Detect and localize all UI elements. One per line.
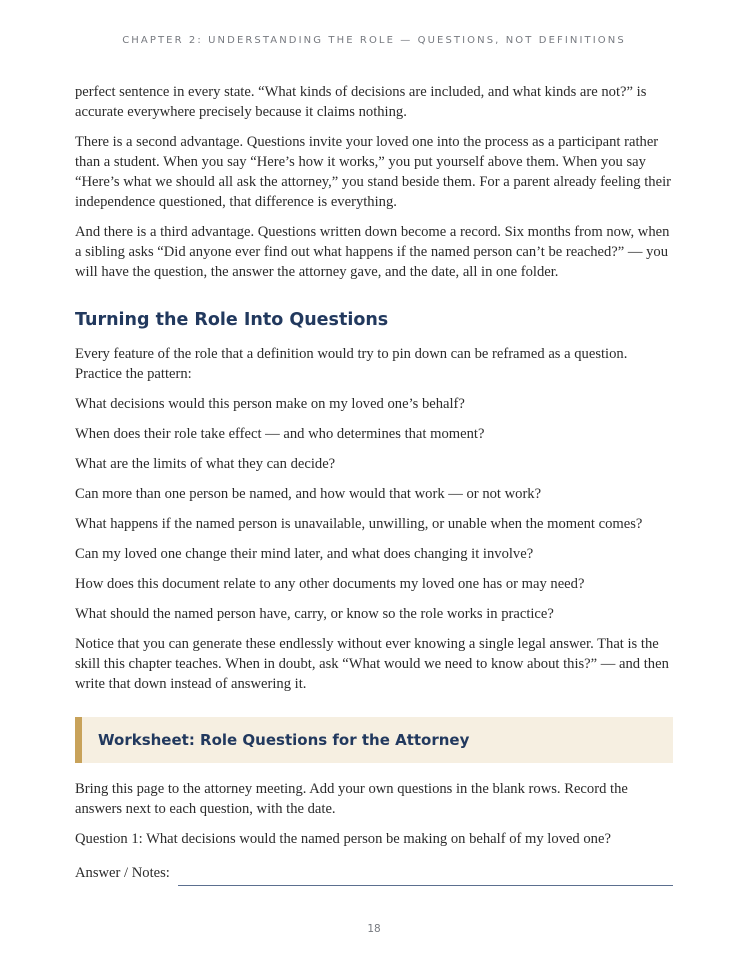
- worksheet-instructions: Bring this page to the attorney meeting. Add your own questions in the blank rows. Record the answers next to each question, with the date.: [75, 781, 628, 817]
- body-paragraph: perfect sentence in every state. “What kinds of decisions are included, and what kinds are not?” is accurate everywhere precisely because it claims nothing.: [75, 84, 647, 120]
- question-item: What should the named person have, carry, or know so the role works in practice?: [75, 606, 554, 622]
- worksheet-title: Worksheet: Role Questions for the Attorney: [98, 731, 470, 749]
- page-number: 18: [367, 923, 381, 935]
- running-header: CHAPTER 2: UNDERSTANDING THE ROLE — QUESTIONS, NOT DEFINITIONS: [122, 35, 626, 46]
- worksheet-callout: [75, 717, 673, 763]
- question-item: What happens if the named person is unavailable, unwilling, or unable when the moment comes?: [75, 516, 643, 532]
- question-item: When does their role take effect — and who determines that moment?: [75, 426, 485, 442]
- question-item: How does this document relate to any other documents my loved one has or may need?: [75, 576, 585, 592]
- worksheet-question-1: Question 1: What decisions would the named person be making on behalf of my loved one?: [75, 831, 611, 847]
- section-closing: Notice that you can generate these endlessly without ever knowing a single legal answer. That is the skill this chapter teaches. When in doubt, ask “What would we need to know about this?” — and then write that down instead of answering it.: [75, 636, 669, 692]
- question-item: What decisions would this person make on my loved one’s behalf?: [75, 396, 465, 412]
- body-paragraph: And there is a third advantage. Questions written down become a record. Six months from now, when a sibling asks “Did anyone ever find out what happens if the named person can’t be reached?” — you will have the question, the answer the attorney gave, and the date, all in one folder.: [75, 224, 670, 280]
- answer-line[interactable]: [178, 865, 673, 886]
- answer-label: Answer / Notes:: [75, 865, 170, 881]
- section-heading: Turning the Role Into Questions: [75, 310, 389, 330]
- page-content: [75, 82, 673, 883]
- section-intro: Every feature of the role that a definition would try to pin down can be reframed as a question. Practice the pattern:: [75, 346, 628, 382]
- question-item: Can more than one person be named, and how would that work — or not work?: [75, 486, 542, 502]
- question-item: What are the limits of what they can decide?: [75, 456, 336, 472]
- body-paragraph: There is a second advantage. Questions invite your loved one into the process as a participant rather than a student. When you say “Here’s how it works,” you put yourself above them. When you say “Here’s what we should all ask the attorney,” you stand beside them. For a parent already feeling their independence questioned, that difference is everything.: [75, 134, 671, 210]
- question-item: Can my loved one change their mind later, and what does changing it involve?: [75, 546, 534, 562]
- answer-row: [75, 863, 673, 883]
